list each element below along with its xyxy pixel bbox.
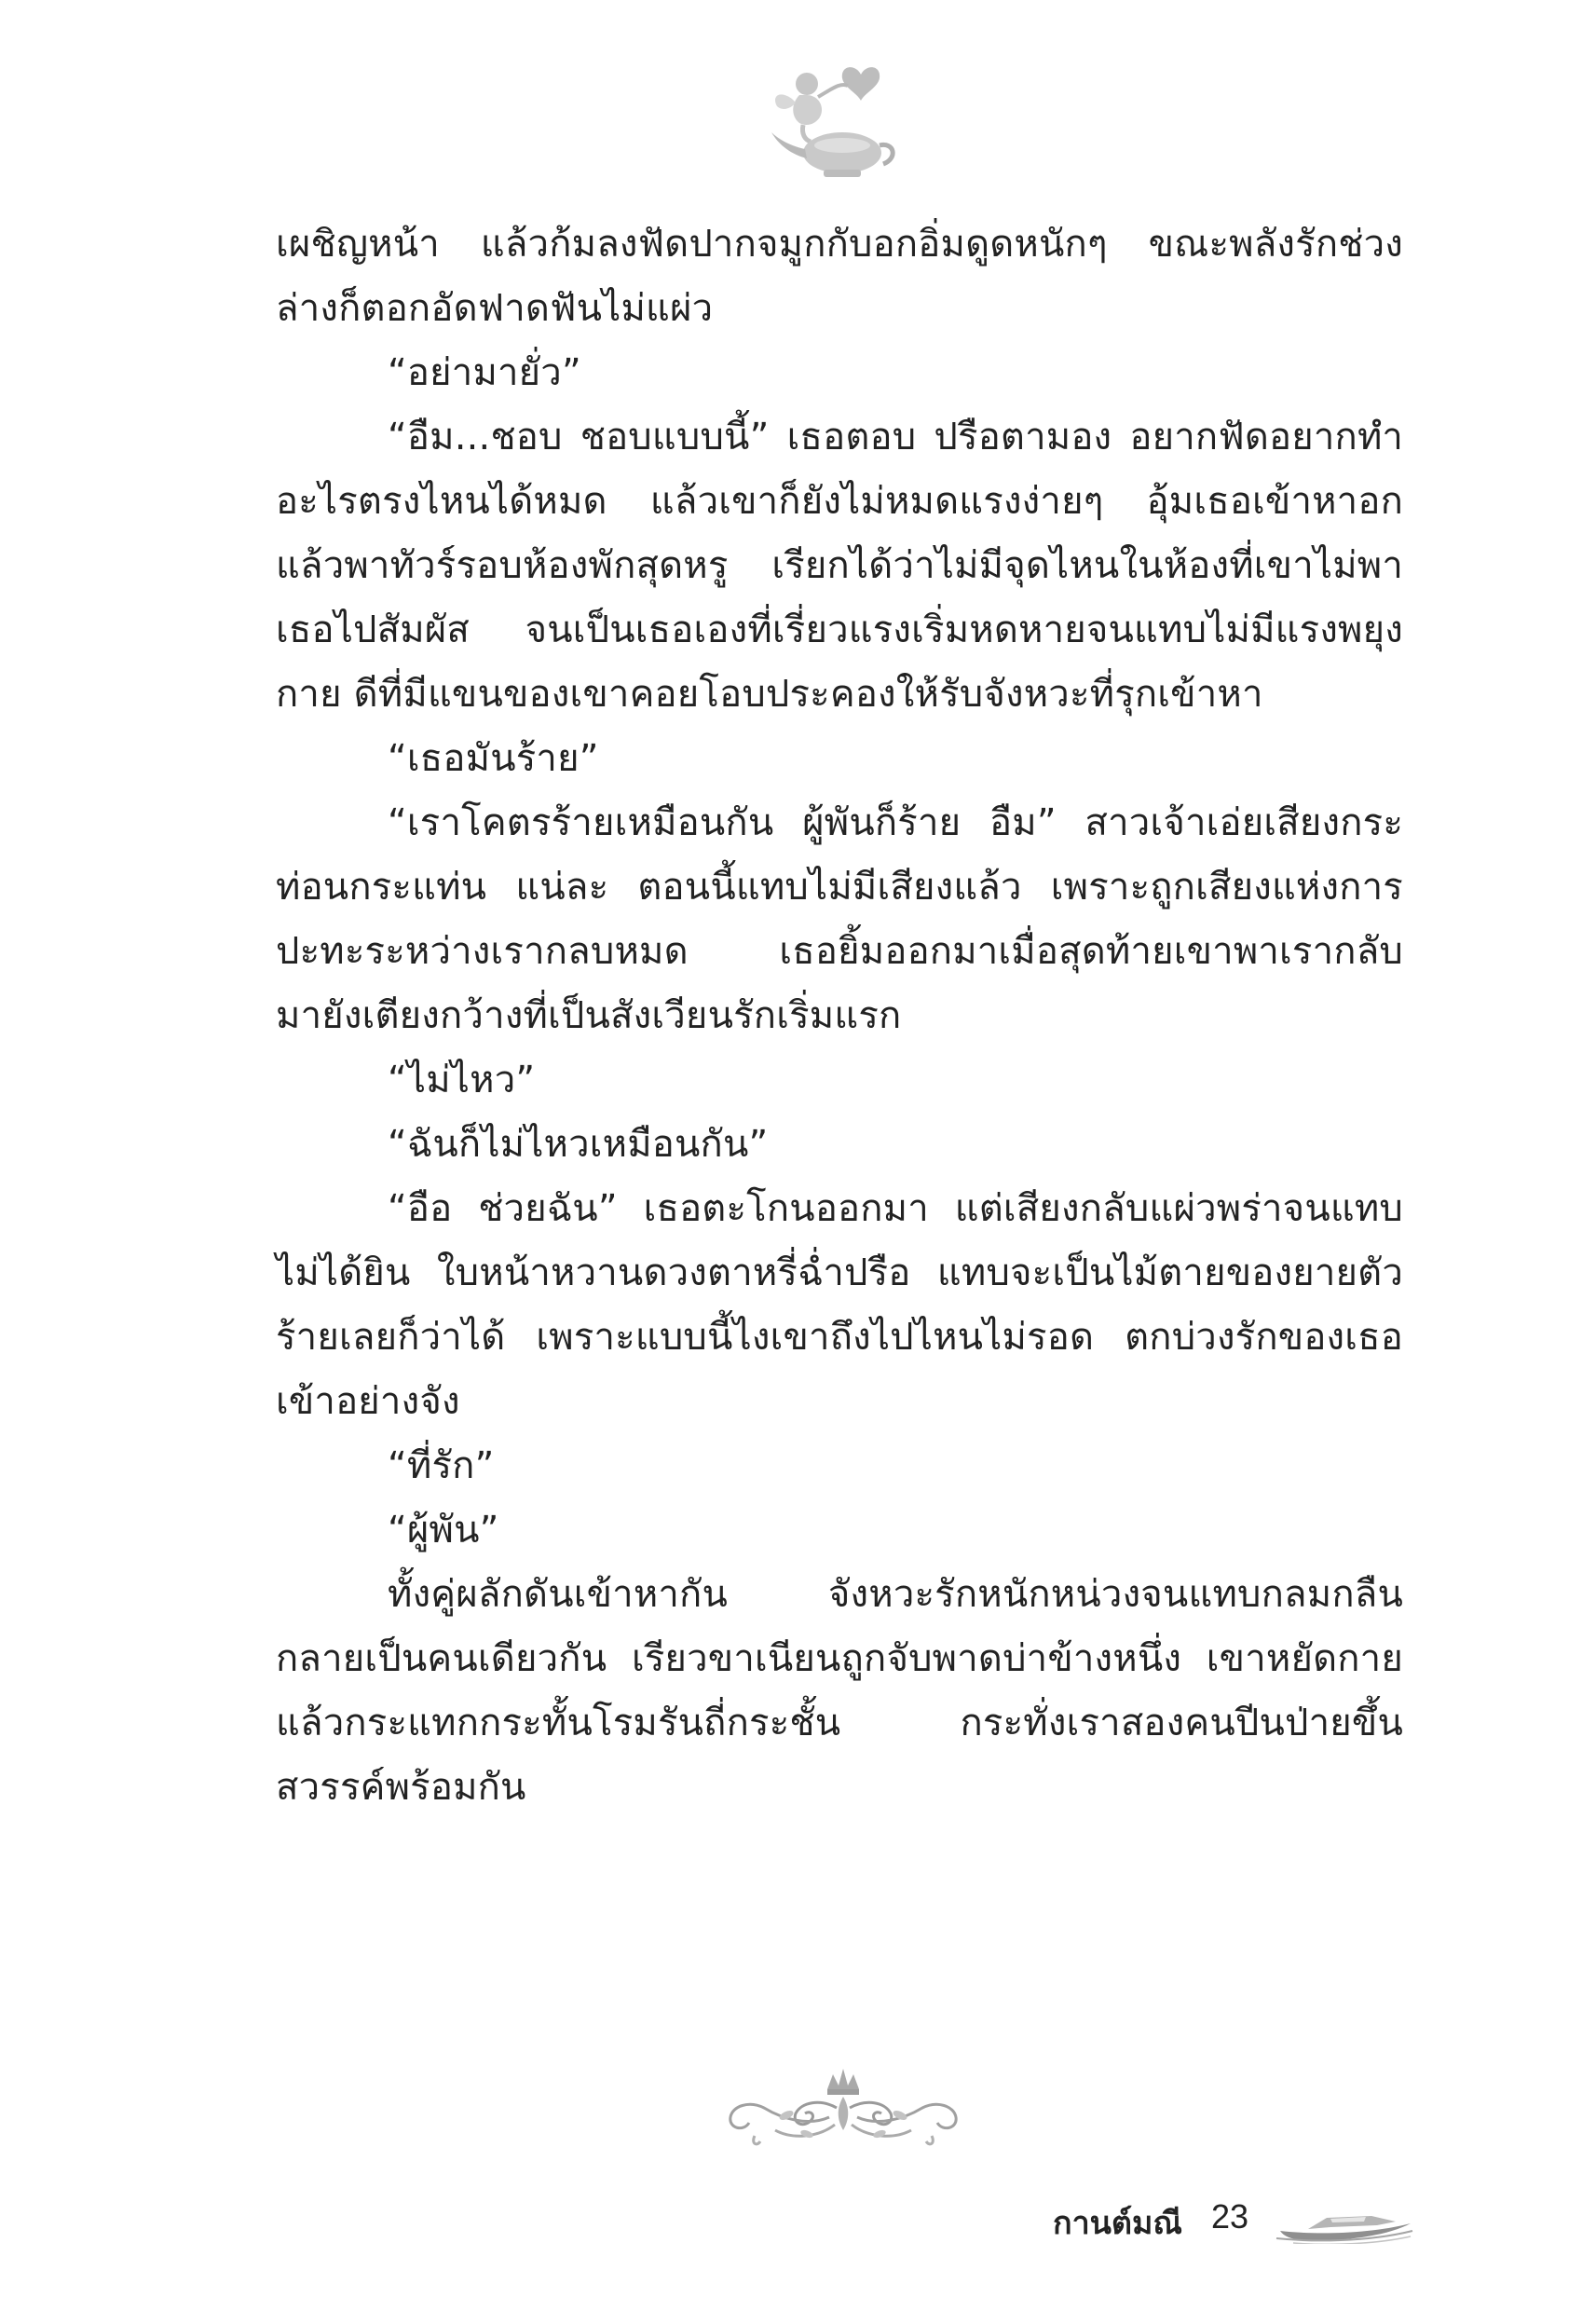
cupid-teapot-icon <box>751 48 909 188</box>
paragraph: เผชิญหน้า แล้วก้มลงฟัดปากจมูกกับอกอิ่มดูดหนักๆ ขณะพลังรักช่วงล่างก็ตอกอัดฟาดฟันไม่แผ่ว <box>276 223 1403 330</box>
paragraph: “อืม...ชอบ ชอบแบบนี้” เธอตอบ ปรือตามอง อยากฟัดอยากทำอะไรตรงไหนได้หมด แล้วเขาก็ยังไม่หมดแรงง่ายๆ อุ้มเธอเข้าหาอกแล้วพาทัวร์รอบห้องพักสุดหรู เรียกได้ว่าไม่มีจุดไหนในห้องที่เขาไม่พาเธอไปสัมผัส จนเป็นเธอเองที่เรี่ยวแรงเริ่มหดหายจนแทบไม่มีแรงพยุงกาย ดีที่มีแขนของเขาคอยโอบประคองให้รับจังหวะที่รุกเข้าหา <box>276 416 1403 716</box>
paragraph: “อือ ช่วยฉัน” เธอตะโกนออกมา แต่เสียงกลับแผ่วพร่าจนแทบไม่ได้ยิน ใบหน้าหวานดวงตาหรี่ฉ่ำปรือ แทบจะเป็นไม้ตายของยายตัวร้ายเลยก็ว่าได้ เพราะแบบนี้ไงเขาถึงไปไหนไม่รอด ตกบ่วงรักของเธอเข้าอย่างจัง <box>276 1187 1403 1423</box>
dialogue-line: “ไม่ไหว” <box>388 1059 536 1101</box>
yacht-icon <box>1275 2203 1414 2244</box>
dialogue-line: “ผู้พัน” <box>388 1509 499 1552</box>
dialogue-line: “ที่รัก” <box>388 1444 495 1487</box>
body-text <box>276 212 1403 2058</box>
book-title: กานต์มณี <box>1053 2205 1182 2242</box>
page-footer <box>1053 2197 1491 2253</box>
page-number: 23 <box>1211 2197 1249 2236</box>
crown-flourish-icon <box>717 2061 969 2154</box>
dialogue-line: “อย่ามายั่ว” <box>388 351 581 394</box>
dialogue-line: “เธอมันร้าย” <box>388 737 599 780</box>
paragraph: ทั้งคู่ผลักดันเข้าหากัน จังหวะรักหนักหน่วงจนแทบกลมกลืนกลายเป็นคนเดียวกัน เรียวขาเนียนถูกจับพาดบ่าข้างหนึ่ง เขาหยัดกายแล้วกระแทกกระทั้นโรมรันถี่กระชั้น กระทั่งเราสองคนปีนป่ายขึ้นสวรรค์พร้อมกัน <box>276 1573 1403 1809</box>
dialogue-line: “ฉันก็ไม่ไหวเหมือนกัน” <box>388 1123 769 1166</box>
paragraph: “เราโคตรร้ายเหมือนกัน ผู้พันก็ร้าย อืม” สาวเจ้าเอ่ยเสียงกระท่อนกระแท่น แน่ละ ตอนนี้แทบไม่มีเสียงแล้ว เพราะถูกเสียงแห่งการปะทะระหว่างเรากลบหมด เธอยิ้มออกมาเมื่อสุดท้ายเขาพาเรากลับมายังเตียงกว้างที่เป็นสังเวียนรักเริ่มแรก <box>276 801 1403 1037</box>
